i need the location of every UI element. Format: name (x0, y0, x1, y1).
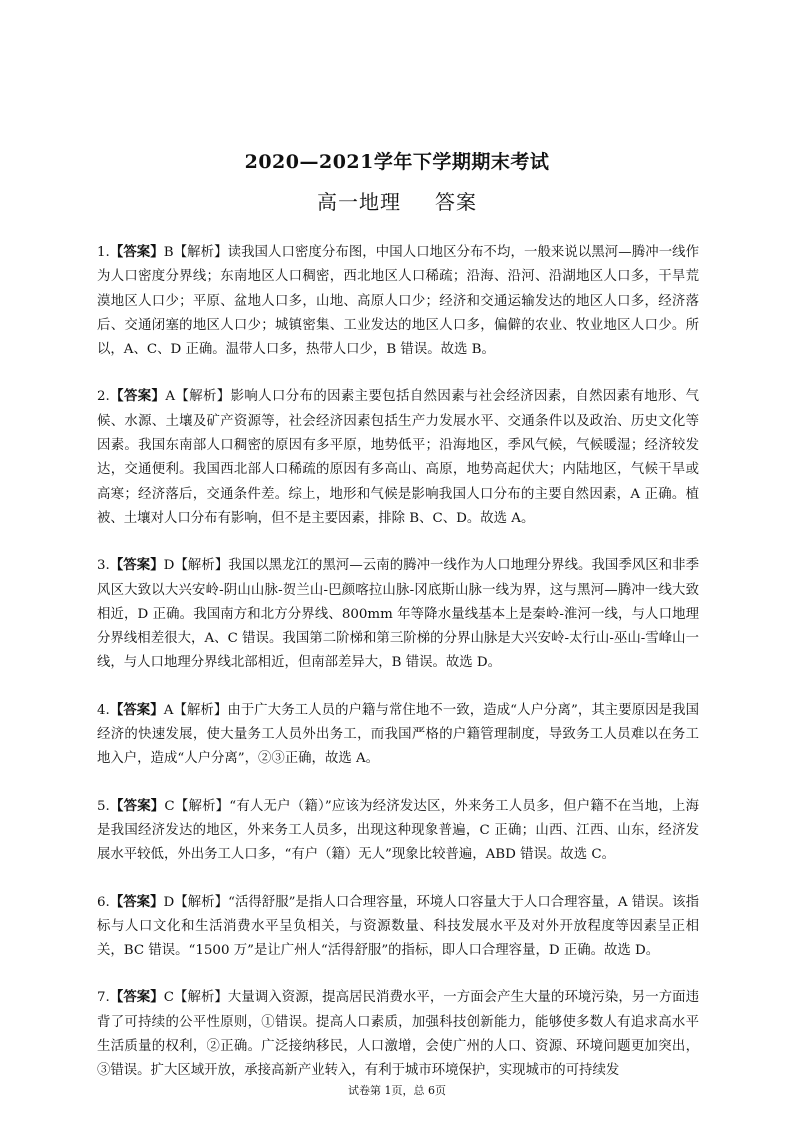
page-footer: 试卷第 1页，总 6页 (348, 1084, 446, 1097)
page-title: 2020—2021学年下学期期末考试 (244, 151, 550, 173)
analysis-text: “有人无户（籍）”应该为经济发达区，外来务工人员多，但户籍不在当地，上海是我国经济发达的地区，外来务工人员多，出现这种现象普遍，C 正确；山西、江西、山东，经济发展水平较低，外出务工人口多，“有户（籍）无人”现象比较普遍，ABD 错误。故选 C。 (97, 798, 699, 863)
question-number: 5. (97, 798, 110, 814)
analysis-tag: 【解析】 (175, 389, 231, 405)
analysis-tag: 【解析】 (174, 558, 229, 574)
question-number: 6. (97, 894, 110, 910)
analysis-text: 由于广大务工人员的户籍与常住地不一致，造成“人户分离”，其主要原因是我国经济的快速发展，使大量务工人员外出务工，而我国严格的户籍管理制度，导致务工人员难以在务工地入户，造成“人户分离”，②③正确，故选 A。 (97, 702, 700, 767)
analysis-text: 读我国人口密度分布图，中国人口地区分布不均，一般来说以黑河—腾冲一线作为人口密度分界线；东南地区人口稠密，西北地区人口稀疏；沿海、沿河、沿湖地区人口多，干旱荒漠地区人口少；平原、盆地人口多，山地、高原人口少；经济和交通运输发达的地区人口多，经济落后、交通闭塞的地区人口少；城镇密集、工业发达的地区人口多，偏僻的农业、牧业地区人口少。所以，A、C、D 正确。温带人口多，热带人口少，B 错误。故选 B。 (97, 245, 700, 358)
answer-choice: D (163, 894, 175, 910)
question-number: 1. (97, 245, 110, 260)
analysis-tag: 【解析】 (173, 990, 228, 1006)
analysis-text: 我国以黑龙江的黑河—云南的腾冲一线作为人口地理分界线。我国季风区和非季风区大致以大兴安岭-阴山山脉-贺兰山-巴颜喀拉山脉-冈底斯山脉一线为界，这与黑河—腾冲一线大致相近，D 正确。我国南方和北方分界线、800mm 年等降水量线基本上是秦岭-淮河一线，与人口地理分界线相差很大，A、C 错误。我国第二阶梯和第三阶梯的分界山脉是大兴安岭-太行山-巫山-雪峰山一线，与人口地理分界线北部相近，但南部差异大，B 错误。故选 D。 (97, 558, 700, 671)
question-item (97, 698, 699, 772)
answer-tag: 【答案】 (109, 797, 165, 814)
analysis-text: 大量调入资源，提高居民消费水平，一方面会产生大量的环境污染，另一方面违背了可持续的公平性原则，①错误。提高人口素质，加强科技创新能力，能够使多数人有追求高水平生活质量的权利，②正确。广泛接纳移民，人口激增，会使广州的人口、资源、环境问题更加突出，③错误。扩大区域开放，承接高新产业转入，有利于城市环境保护，实现城市的可持续发 (97, 990, 700, 1079)
question-number: 4. (97, 702, 110, 718)
question-number: 2. (97, 389, 110, 405)
question-number: 7. (97, 990, 110, 1006)
answer-tag: 【答案】 (109, 388, 166, 405)
analysis-tag: 【解析】 (174, 894, 229, 910)
answer-choice: C (163, 990, 174, 1006)
question-number: 3. (97, 558, 110, 574)
answer-tag: 【答案】 (109, 701, 164, 718)
analysis-tag: 【解析】 (173, 702, 228, 718)
answer-list (97, 240, 699, 1106)
question-item (97, 794, 699, 868)
subject-label: 高一地理 (317, 190, 401, 214)
question-item (97, 384, 699, 531)
analysis-tag: 【解析】 (173, 245, 228, 260)
question-item (97, 890, 699, 964)
answer-choice: A (163, 702, 174, 718)
question-item (97, 985, 699, 1083)
question-item (97, 553, 699, 675)
answer-choice: D (163, 558, 175, 574)
answer-tag: 【答案】 (109, 244, 164, 260)
answer-tag: 【答案】 (109, 893, 164, 910)
answer-tag: 【答案】 (109, 989, 164, 1006)
page-subtitle (0, 186, 794, 215)
answer-choice: B (163, 245, 174, 260)
answer-choice: A (165, 389, 176, 405)
answer-tag: 【答案】 (109, 557, 164, 574)
analysis-tag: 【解析】 (174, 798, 230, 814)
analysis-text: “活得舒服”是指人口合理容量，环境人口容量大于人口合理容量，A 错误。该指标与人口文化和生活消费水平呈负相关，与资源数量、科技发展水平及对外开放程度等因素呈正相关，BC 错误。“1500 万”是让广州人“活得舒服”的指标，即人口合理容量，D 正确。故选 D。 (97, 894, 699, 959)
question-item (97, 240, 699, 362)
answer-label: 答案 (435, 190, 477, 214)
analysis-text: 影响人口分布的因素主要包括自然因素与社会经济因素，自然因素有地形、气候、水源、土壤及矿产资源等，社会经济因素包括生产力发展水平、交通条件以及政治、历史文化等因素。我国东南部人口稠密的原因有多平原，地势低平；沿海地区，季风气候，气候暖湿；经济较发达，交通便利。我国西北部人口稀疏的原因有多高山、高原，地势高起伏大；内陆地区，气候干旱或高寒；经济落后，交通条件差。综上，地形和气候是影响我国人口分布的主要自然因素，A 正确。植被、土壤对人口分布有影响，但不是主要因素，排除 B、C、D。故选 A。 (97, 389, 700, 526)
answer-choice: C (164, 798, 175, 814)
